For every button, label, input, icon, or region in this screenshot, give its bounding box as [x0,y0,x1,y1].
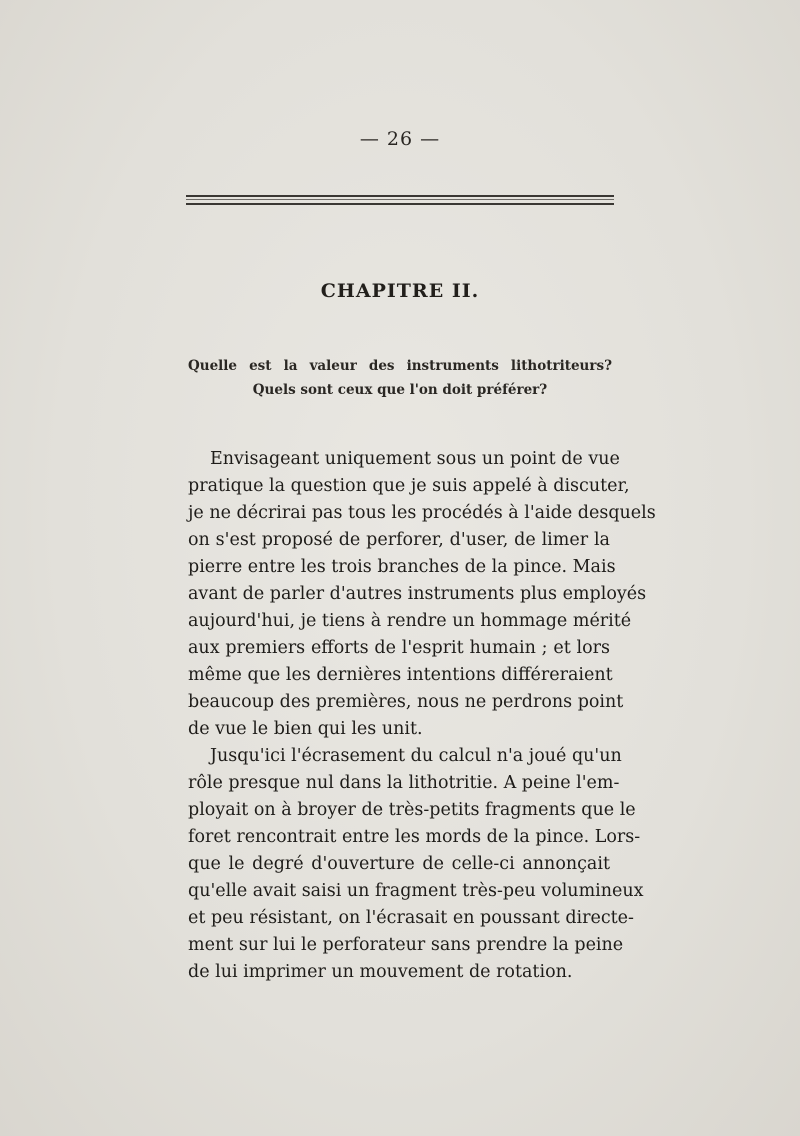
header-rule-top [186,195,614,197]
paragraph-2 [188,743,644,986]
chapter-subtitle: Quelle est la valeur des instruments lithotriteurs? Quels sont ceux que l'on doit préférer? [188,358,612,398]
text-line: ment sur lui le perforateur sans prendre la peine [188,935,624,955]
body-text [188,446,656,986]
text-line: de vue le bien qui les unit. [188,719,423,739]
text-line: rôle presque nul dans la lithotritie. A peine l'em- [188,773,620,793]
header-rule-middle [186,199,614,200]
text-line: je ne décrirai pas tous les procédés à l'aide desquels [188,503,656,523]
chapter-title: CHAPITRE II. [320,280,480,302]
text-line: de lui imprimer un mouvement de rotation. [188,962,573,982]
text-line: ployait on à broyer de très-petits fragments que le [188,800,636,820]
page-number: — 26 — [359,128,441,150]
text-line: et peu résistant, on l'écrasait en poussant directe- [188,908,634,928]
text-line: foret rencontrait entre les mords de la pince. Lors- [188,827,641,847]
paragraph-1 [188,446,656,743]
text-line: aux premiers efforts de l'esprit humain ; et lors [188,638,610,658]
header-rule-bottom [186,203,614,205]
text-line: beaucoup des premières, nous ne perdrons point [188,692,624,712]
text-line: pratique la question que je suis appelé à discuter, [188,476,630,496]
text-line: qu'elle avait saisi un fragment très-peu volumineux [188,881,644,901]
text-line: que le degré d'ouverture de celle-ci annonçait [188,854,610,874]
text-line: même que les dernières intentions différeraient [188,665,613,685]
text-line: pierre entre les trois branches de la pince. Mais [188,557,616,577]
text-line: aujourd'hui, je tiens à rendre un hommage mérité [188,611,632,631]
text-line: Jusqu'ici l'écrasement du calcul n'a joué qu'un [210,746,622,766]
text-line: Envisageant uniquement sous un point de vue [210,449,620,469]
text-line: avant de parler d'autres instruments plus employés [188,584,647,604]
text-line: on s'est proposé de perforer, d'user, de limer la [188,530,610,550]
